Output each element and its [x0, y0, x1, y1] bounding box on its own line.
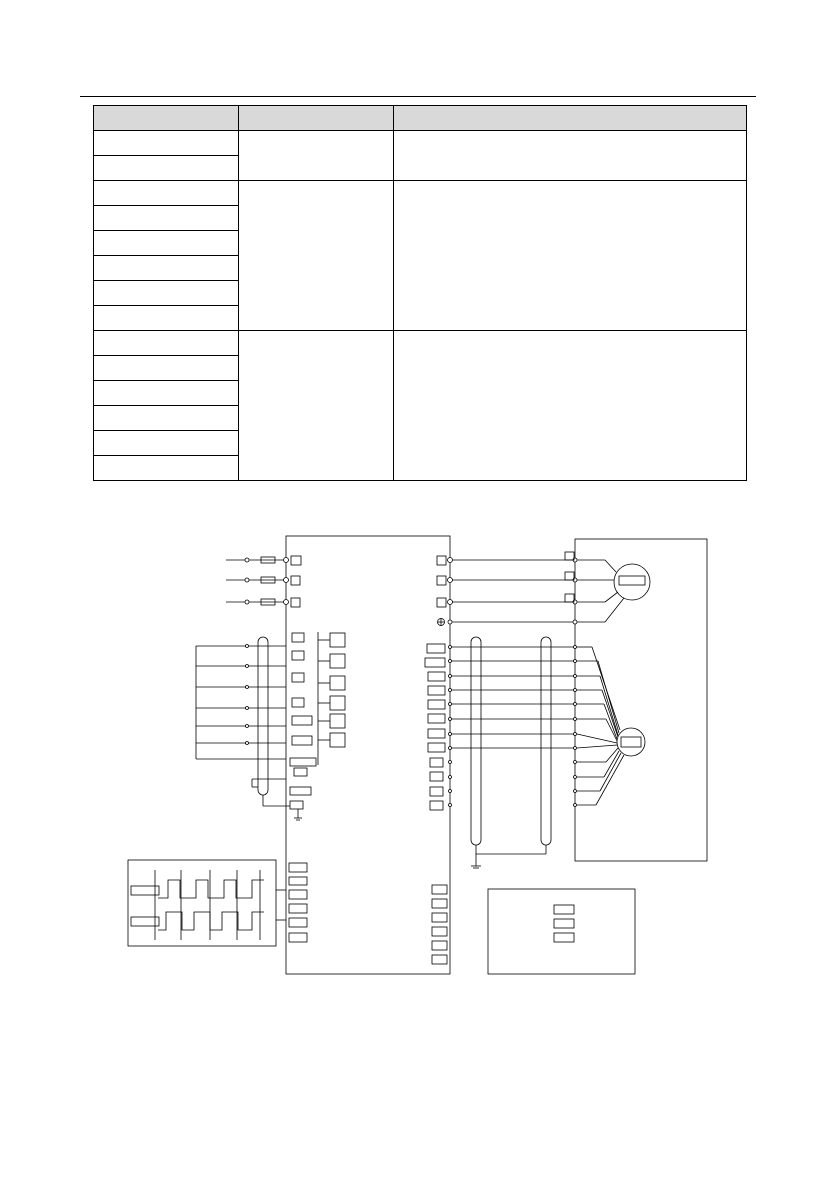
motor-symbol — [614, 564, 650, 600]
motor-power-lines — [437, 552, 624, 626]
terminal-legend-inset — [488, 889, 635, 974]
lower-terminals — [276, 863, 447, 964]
io-signal-lines — [196, 632, 345, 820]
pulse-waveform-inset — [128, 860, 276, 946]
encoder-signal-lines — [425, 637, 577, 868]
encoder-fan-lines — [577, 647, 645, 805]
power-input-lines — [226, 556, 301, 607]
legend-terminals — [554, 905, 574, 942]
drive-unit-box — [286, 536, 450, 974]
motor-unit-box — [575, 539, 707, 861]
pulse-waveform — [131, 870, 264, 940]
